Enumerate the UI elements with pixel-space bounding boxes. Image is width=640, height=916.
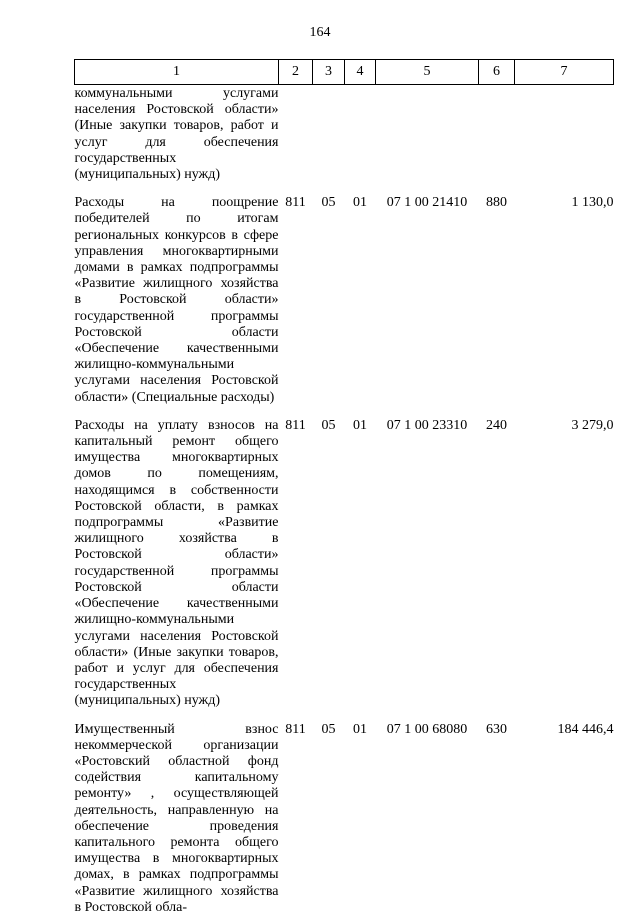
row-description: коммунальными услугами населения Ростовской области» (Иные закупки товаров, работ и услуг для обеспечения государственных (муниципальных) нужд) bbox=[74, 86, 279, 183]
header-col-6: 6 bbox=[479, 60, 515, 85]
row-subsection-code: 01 bbox=[353, 195, 367, 211]
header-col-2: 2 bbox=[279, 60, 313, 85]
row-subsection-code bbox=[345, 85, 376, 196]
row-amount bbox=[515, 85, 614, 196]
row-target-article: 07 1 00 23310 bbox=[386, 417, 468, 433]
page-number: 164 bbox=[309, 25, 331, 40]
row-target-article: 07 1 00 21410 bbox=[386, 195, 468, 211]
row-section-code: 05 bbox=[321, 195, 336, 211]
row-amount: 3 279,0 bbox=[571, 417, 614, 433]
row-expense-type: 630 bbox=[486, 721, 507, 737]
row-amount: 184 446,4 bbox=[557, 721, 614, 737]
row-target-article bbox=[376, 85, 479, 196]
table-row bbox=[75, 195, 614, 418]
table-row bbox=[75, 722, 614, 916]
row-section-code: 05 bbox=[321, 417, 336, 433]
row-section-code: 05 bbox=[321, 721, 336, 737]
row-amount: 1 130,0 bbox=[571, 195, 614, 211]
header-col-5: 5 bbox=[376, 60, 479, 85]
row-expense-type: 240 bbox=[486, 417, 507, 433]
row-subsection-code: 01 bbox=[353, 721, 367, 737]
row-ministry-code: 811 bbox=[285, 417, 306, 433]
row-expense-type: 880 bbox=[486, 195, 507, 211]
budget-table bbox=[74, 59, 614, 916]
row-description: Расходы на уплату взносов на капитальный ремонт общего имущества многоквартирных домов по помещениям, находящимся в собственности Ростовской области, в рамках подпрограммы «Развитие жилищного хозяйства в Ростовской области» государственной программы Ростовской области «Обеспечение качественными жилищно-коммунальными услугами населения Ростовской области» (Иные закупки товаров, работ и услуг для обеспечения государственных (муниципальных) нужд) bbox=[74, 417, 279, 709]
header-row bbox=[75, 60, 614, 85]
row-description: Расходы на поощрение победителей по итогам региональных конкурсов в сфере управления многоквартирными домами в рамках подпрограммы «Развитие жилищного хозяйства в Ростовской области» государственной программы Ростовской области «Обеспечение качественными жилищно-коммунальными услугами населения Ростовской области» (Специальные расходы) bbox=[74, 195, 279, 405]
header-col-4: 4 bbox=[345, 60, 376, 85]
row-ministry-code: 811 bbox=[285, 721, 306, 737]
row-ministry-code: 811 bbox=[285, 195, 306, 211]
row-target-article: 07 1 00 68080 bbox=[386, 721, 468, 737]
row-description: Имущественный взнос некоммерческой организации «Ростовский областной фонд содействия капитальному ремонту» , осуществляющей деятельность, направленную на обеспечение проведения капитального ремонта общего имущества в многоквартирных домах, в рамках подпрограммы «Развитие жилищного хозяйства в Ростовской обла- bbox=[74, 721, 279, 915]
header-col-1: 1 bbox=[75, 60, 279, 85]
row-section-code bbox=[313, 85, 345, 196]
row-subsection-code: 01 bbox=[353, 417, 367, 433]
row-expense-type bbox=[479, 85, 515, 196]
table-row bbox=[75, 418, 614, 722]
table-row bbox=[75, 85, 614, 196]
header-col-7: 7 bbox=[515, 60, 614, 85]
header-col-3: 3 bbox=[313, 60, 345, 85]
row-ministry-code bbox=[279, 85, 313, 196]
